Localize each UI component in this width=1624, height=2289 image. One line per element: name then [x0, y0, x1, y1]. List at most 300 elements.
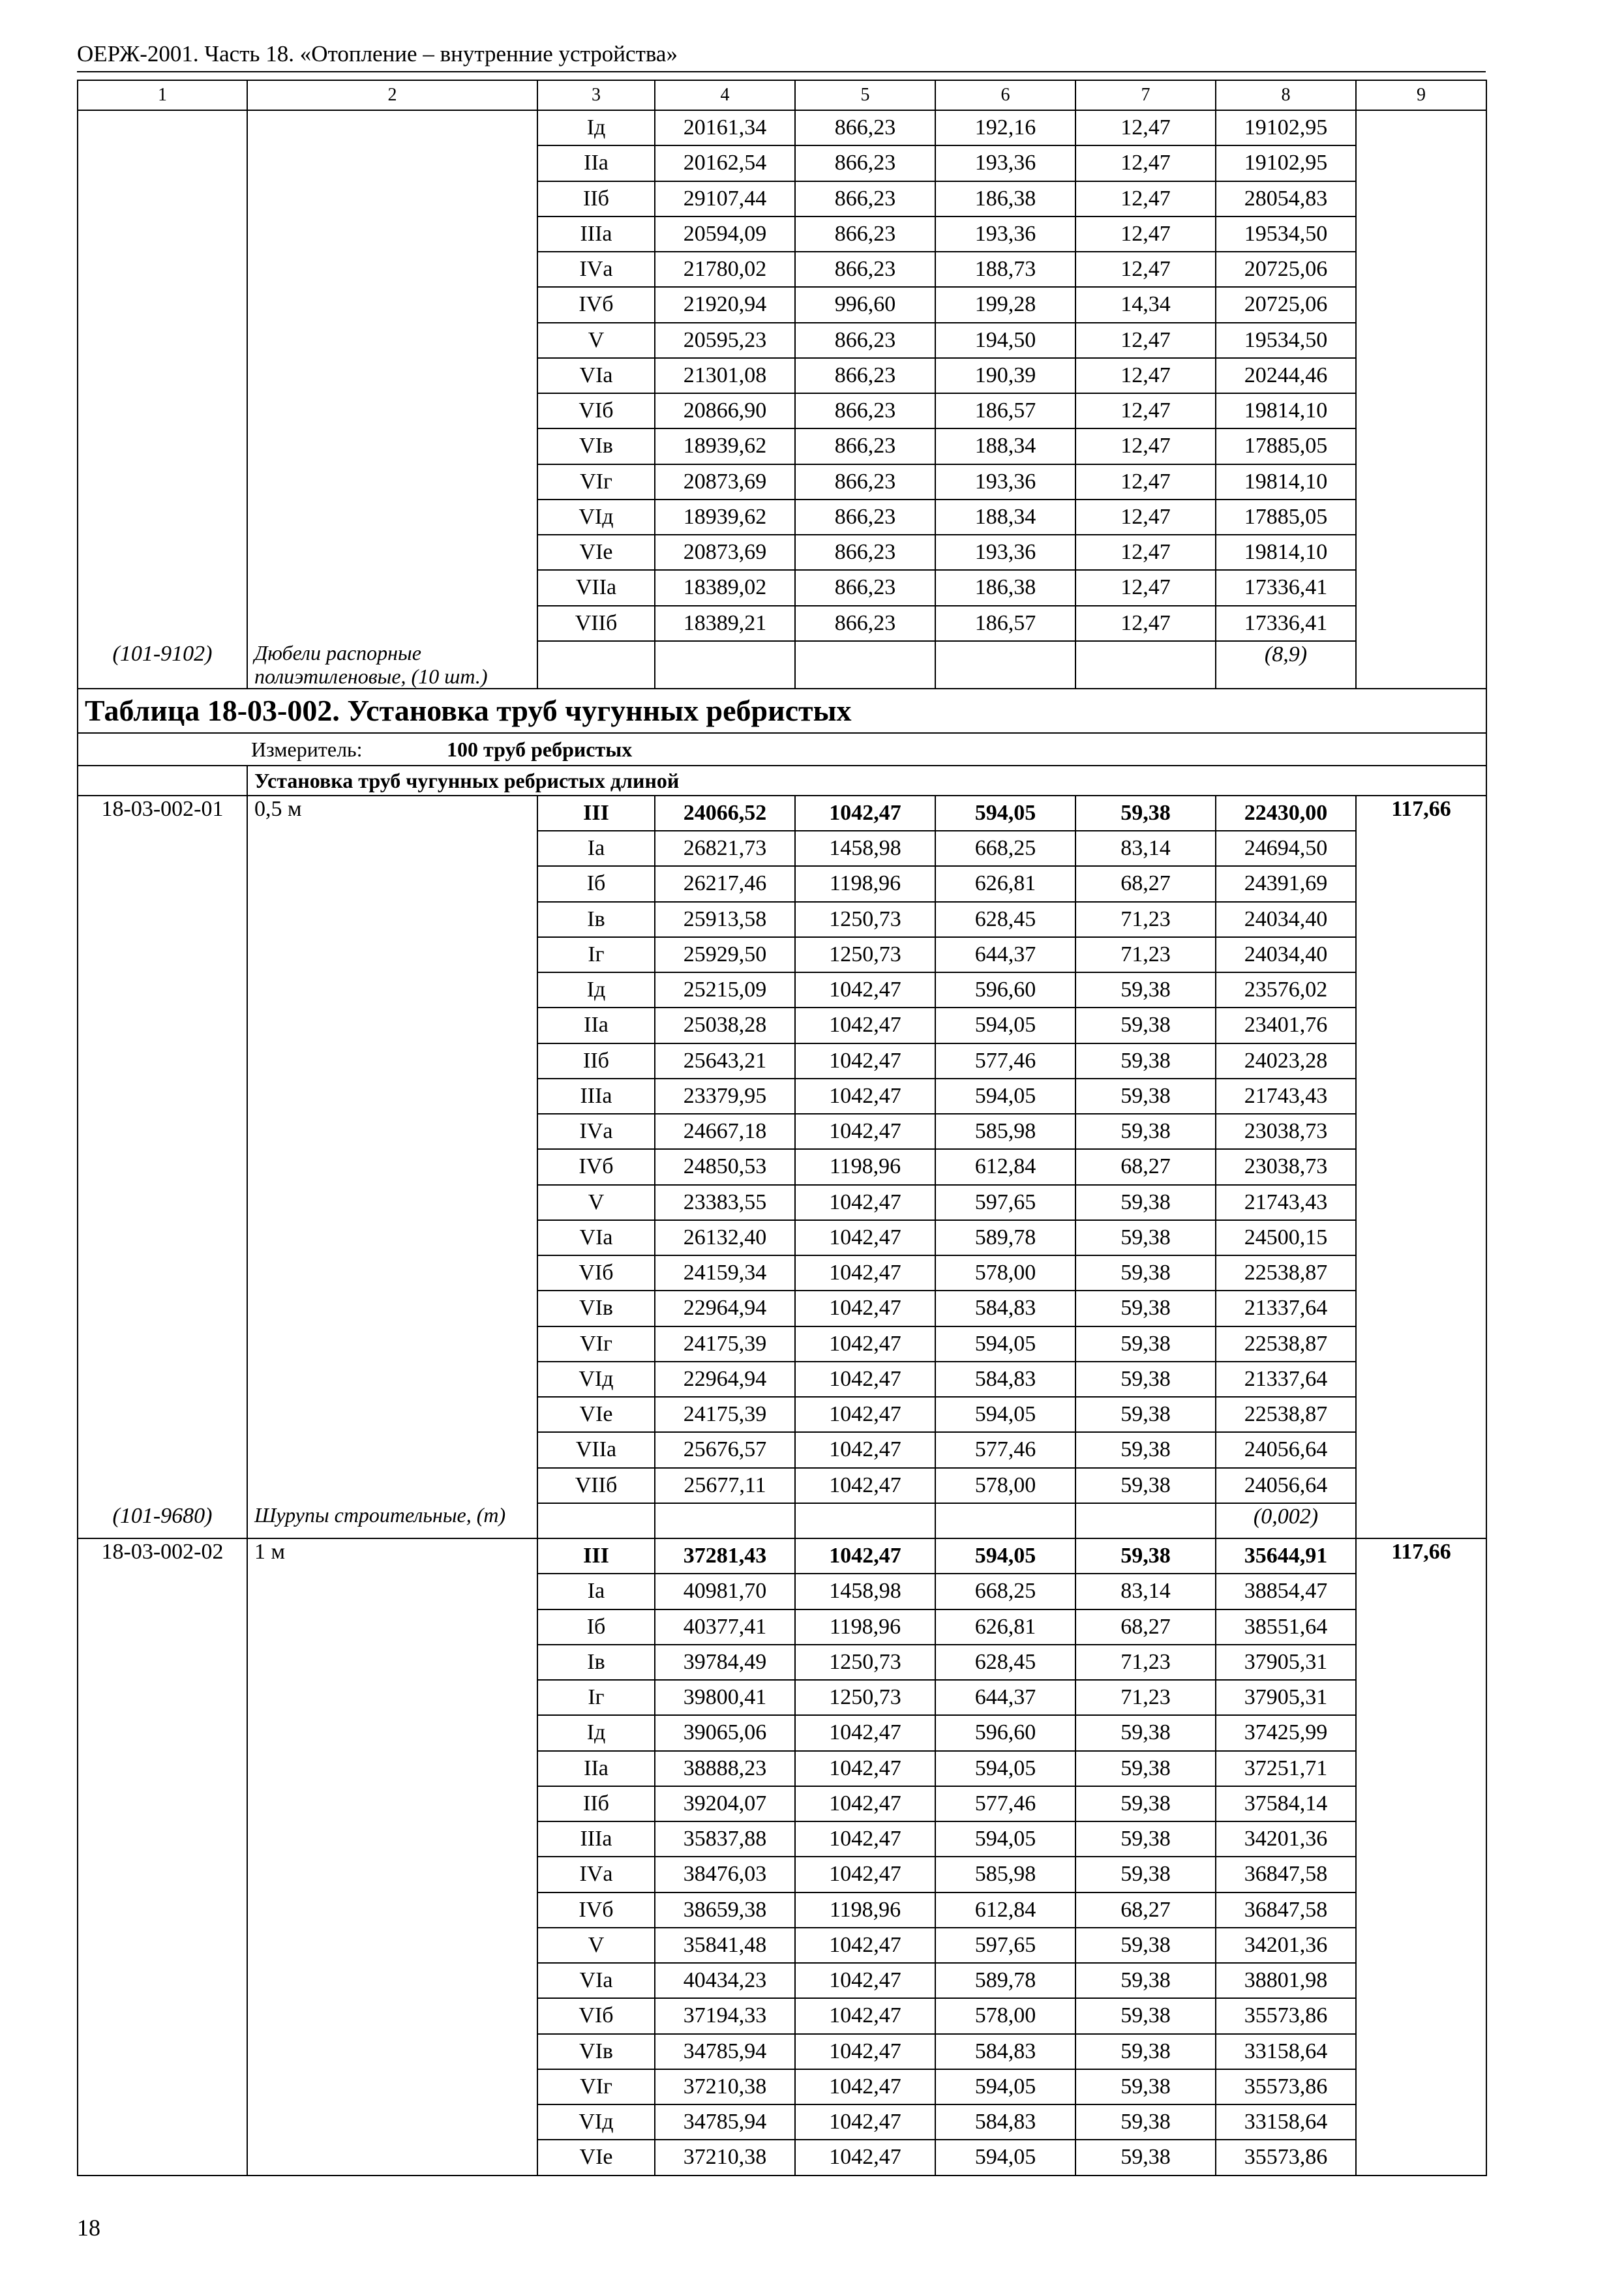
value-cell: 194,50: [935, 323, 1075, 358]
value-cell: 12,47: [1075, 252, 1216, 287]
value-cell: 594,05: [935, 1751, 1075, 1786]
value-cell: VIа: [537, 1220, 655, 1255]
value-cell: 19814,10: [1216, 393, 1356, 428]
value-cell: 594,05: [935, 1538, 1075, 1574]
col9-cell-empty: [1356, 110, 1486, 689]
value-cell: 18389,21: [655, 606, 795, 641]
value-cell: 19814,10: [1216, 535, 1356, 570]
value-cell: Iг: [537, 937, 655, 972]
value-cell: 28054,83: [1216, 181, 1356, 217]
value-cell: 594,05: [935, 1079, 1075, 1114]
value-cell: 193,36: [935, 464, 1075, 500]
value-cell: Iв: [537, 1645, 655, 1680]
value-cell: 59,38: [1075, 796, 1216, 831]
value-cell: 59,38: [1075, 1821, 1216, 1857]
value-cell: 1042,47: [795, 1326, 935, 1362]
value-cell: 1042,47: [795, 972, 935, 1008]
value-cell: 40434,23: [655, 1963, 795, 1998]
value-cell: 12,47: [1075, 428, 1216, 464]
value-cell: 19534,50: [1216, 217, 1356, 252]
table-row: [78, 110, 1486, 145]
value-cell: 584,83: [935, 1291, 1075, 1326]
value-cell: III: [537, 796, 655, 831]
value-cell: 1042,47: [795, 1291, 935, 1326]
value-cell: 866,23: [795, 393, 935, 428]
column-number: 9: [1356, 80, 1486, 110]
value-cell: 186,38: [935, 570, 1075, 605]
material-name-text: Дюбели распорные полиэтиленовые, (10 шт.): [254, 640, 488, 688]
value-cell: 1250,73: [795, 1645, 935, 1680]
value-cell: IVб: [537, 1149, 655, 1184]
value-cell: 21780,02: [655, 252, 795, 287]
value-cell: 12,47: [1075, 145, 1216, 181]
value-cell: 12,47: [1075, 110, 1216, 145]
table-subtitle: Установка труб чугунных ребристых длиной: [247, 766, 1486, 796]
value-cell: 12,47: [1075, 500, 1216, 535]
value-cell: 59,38: [1075, 1079, 1216, 1114]
value-cell: VIд: [537, 1362, 655, 1397]
empty-cell: [537, 641, 655, 689]
value-cell: 24023,28: [1216, 1043, 1356, 1079]
value-cell: 668,25: [935, 831, 1075, 866]
empty-cell: [935, 641, 1075, 689]
value-cell: 866,23: [795, 535, 935, 570]
value-cell: VIд: [537, 500, 655, 535]
material-name: [247, 641, 537, 689]
value-cell: 26217,46: [655, 866, 795, 901]
value-cell: 20162,54: [655, 145, 795, 181]
value-cell: 190,39: [935, 358, 1075, 393]
value-cell: 23379,95: [655, 1079, 795, 1114]
value-cell: 19102,95: [1216, 145, 1356, 181]
value-cell: 71,23: [1075, 902, 1216, 937]
value-cell: VIе: [537, 535, 655, 570]
value-cell: 866,23: [795, 500, 935, 535]
value-cell: 59,38: [1075, 2069, 1216, 2104]
value-cell: 24175,39: [655, 1397, 795, 1432]
value-cell: 866,23: [795, 252, 935, 287]
value-cell: 22964,94: [655, 1291, 795, 1326]
value-cell: IVб: [537, 287, 655, 322]
value-cell: 34201,36: [1216, 1928, 1356, 1963]
value-cell: IVа: [537, 1114, 655, 1149]
value-cell: 38888,23: [655, 1751, 795, 1786]
value-cell: 1042,47: [795, 1468, 935, 1503]
empty-cell: [935, 1503, 1075, 1538]
value-cell: 59,38: [1075, 1043, 1216, 1079]
value-cell: 68,27: [1075, 1149, 1216, 1184]
value-cell: 22964,94: [655, 1362, 795, 1397]
value-cell: 25643,21: [655, 1043, 795, 1079]
value-cell: 39800,41: [655, 1680, 795, 1715]
material-name-text: Шурупы строительные, (т): [254, 1503, 506, 1527]
page-number: 18: [77, 2215, 100, 2241]
value-cell: 19534,50: [1216, 323, 1356, 358]
value-cell: 597,65: [935, 1185, 1075, 1220]
value-cell: 20725,06: [1216, 287, 1356, 322]
value-cell: 1042,47: [795, 1715, 935, 1750]
column-number: 6: [935, 80, 1075, 110]
value-cell: 866,23: [795, 570, 935, 605]
value-cell: 26821,73: [655, 831, 795, 866]
value-cell: 584,83: [935, 2034, 1075, 2069]
value-cell: 38854,47: [1216, 1574, 1356, 1609]
value-cell: IVа: [537, 1857, 655, 1892]
value-cell: 1042,47: [795, 1397, 935, 1432]
value-cell: 24391,69: [1216, 866, 1356, 901]
value-cell: 577,46: [935, 1786, 1075, 1821]
value-cell: 71,23: [1075, 1645, 1216, 1680]
column-number-row: [78, 80, 1486, 110]
value-cell: 12,47: [1075, 358, 1216, 393]
value-cell: 188,73: [935, 252, 1075, 287]
value-cell: 20873,69: [655, 464, 795, 500]
value-cell: IIа: [537, 145, 655, 181]
value-cell: 866,23: [795, 181, 935, 217]
value-cell: 188,34: [935, 500, 1075, 535]
value-cell: Iд: [537, 972, 655, 1008]
value-cell: 59,38: [1075, 1008, 1216, 1043]
column-number: 1: [78, 80, 247, 110]
item-desc: 1 м: [247, 1538, 537, 2176]
value-cell: VIIа: [537, 570, 655, 605]
price-table: [77, 80, 1487, 2176]
value-cell: 59,38: [1075, 1928, 1216, 1963]
value-cell: VIб: [537, 1255, 655, 1291]
value-cell: 585,98: [935, 1114, 1075, 1149]
value-cell: 1042,47: [795, 1185, 935, 1220]
column-number: 7: [1075, 80, 1216, 110]
value-cell: VIIа: [537, 1432, 655, 1467]
value-cell: IIб: [537, 1786, 655, 1821]
value-cell: 37584,14: [1216, 1786, 1356, 1821]
value-cell: Iд: [537, 110, 655, 145]
page-header: ОЕРЖ-2001. Часть 18. «Отопление – внутренние устройства»: [77, 41, 678, 67]
value-cell: 188,34: [935, 428, 1075, 464]
value-cell: 866,23: [795, 217, 935, 252]
value-cell: 866,23: [795, 110, 935, 145]
value-cell: 68,27: [1075, 1609, 1216, 1645]
column-number: 8: [1216, 80, 1356, 110]
value-cell: 17885,05: [1216, 500, 1356, 535]
value-cell: 866,23: [795, 464, 935, 500]
value-cell: 59,38: [1075, 972, 1216, 1008]
value-cell: VIв: [537, 428, 655, 464]
table-unit-row: [78, 733, 1486, 766]
value-cell: 59,38: [1075, 2104, 1216, 2140]
value-cell: 626,81: [935, 1609, 1075, 1645]
table-title-row: [78, 689, 1486, 733]
value-cell: 628,45: [935, 1645, 1075, 1680]
value-cell: 26132,40: [655, 1220, 795, 1255]
material-name: [247, 1503, 537, 1538]
value-cell: Iа: [537, 831, 655, 866]
value-cell: 866,23: [795, 145, 935, 181]
value-cell: 1458,98: [795, 1574, 935, 1609]
item-desc: 0,5 м: [247, 796, 537, 1503]
empty-cell: [1075, 1503, 1216, 1538]
value-cell: 628,45: [935, 902, 1075, 937]
value-cell: 17336,41: [1216, 606, 1356, 641]
value-cell: V: [537, 1928, 655, 1963]
value-cell: 1042,47: [795, 1928, 935, 1963]
value-cell: 1042,47: [795, 1432, 935, 1467]
code-cell-empty: [78, 110, 247, 641]
value-cell: 1198,96: [795, 1609, 935, 1645]
unit-label: Измеритель:: [251, 737, 363, 761]
value-cell: 12,47: [1075, 606, 1216, 641]
value-cell: 193,36: [935, 145, 1075, 181]
value-cell: 35837,88: [655, 1821, 795, 1857]
empty-cell: [655, 1503, 795, 1538]
value-cell: 59,38: [1075, 1185, 1216, 1220]
value-cell: 12,47: [1075, 323, 1216, 358]
value-cell: 21301,08: [655, 358, 795, 393]
value-cell: 14,34: [1075, 287, 1216, 322]
value-cell: 24034,40: [1216, 902, 1356, 937]
value-cell: 20594,09: [655, 217, 795, 252]
value-cell: 12,47: [1075, 217, 1216, 252]
value-cell: Iд: [537, 1715, 655, 1750]
value-cell: VIг: [537, 464, 655, 500]
value-cell: 866,23: [795, 428, 935, 464]
value-cell: 594,05: [935, 2069, 1075, 2104]
value-cell: 17885,05: [1216, 428, 1356, 464]
value-cell: 24667,18: [655, 1114, 795, 1149]
value-cell: 594,05: [935, 796, 1075, 831]
value-cell: 39204,07: [655, 1786, 795, 1821]
value-cell: 59,38: [1075, 1751, 1216, 1786]
value-cell: 37281,43: [655, 1538, 795, 1574]
value-cell: Iб: [537, 1609, 655, 1645]
value-cell: 59,38: [1075, 1255, 1216, 1291]
value-cell: 59,38: [1075, 1397, 1216, 1432]
value-cell: 24066,52: [655, 796, 795, 831]
value-cell: V: [537, 1185, 655, 1220]
value-cell: 186,38: [935, 181, 1075, 217]
value-cell: 1198,96: [795, 1893, 935, 1928]
value-cell: 21920,94: [655, 287, 795, 322]
value-cell: 1042,47: [795, 2034, 935, 2069]
value-cell: 24056,64: [1216, 1432, 1356, 1467]
item-col9: 117,66: [1356, 1538, 1486, 2176]
value-cell: 20244,46: [1216, 358, 1356, 393]
value-cell: 594,05: [935, 1821, 1075, 1857]
value-cell: 186,57: [935, 606, 1075, 641]
value-cell: 1042,47: [795, 1220, 935, 1255]
value-cell: 59,38: [1075, 1857, 1216, 1892]
table-row: [78, 1538, 1486, 1574]
material-qty: (0,002): [1216, 1503, 1356, 1538]
value-cell: 29107,44: [655, 181, 795, 217]
value-cell: 589,78: [935, 1963, 1075, 1998]
value-cell: 38801,98: [1216, 1963, 1356, 1998]
value-cell: 37194,33: [655, 1998, 795, 2033]
value-cell: VIа: [537, 358, 655, 393]
value-cell: 25038,28: [655, 1008, 795, 1043]
empty-cell: [1075, 641, 1216, 689]
value-cell: 1250,73: [795, 902, 935, 937]
column-number: 5: [795, 80, 935, 110]
value-cell: 594,05: [935, 1397, 1075, 1432]
value-cell: 626,81: [935, 866, 1075, 901]
table-row: [78, 796, 1486, 831]
value-cell: 996,60: [795, 287, 935, 322]
value-cell: 68,27: [1075, 1893, 1216, 1928]
value-cell: Iг: [537, 1680, 655, 1715]
value-cell: 68,27: [1075, 866, 1216, 901]
value-cell: 38476,03: [655, 1857, 795, 1892]
header-rule: [77, 71, 1486, 72]
value-cell: 22538,87: [1216, 1255, 1356, 1291]
value-cell: IIIа: [537, 1079, 655, 1114]
value-cell: VIб: [537, 393, 655, 428]
value-cell: 1198,96: [795, 866, 935, 901]
value-cell: V: [537, 323, 655, 358]
value-cell: 12,47: [1075, 181, 1216, 217]
value-cell: 59,38: [1075, 1362, 1216, 1397]
value-cell: 18939,62: [655, 428, 795, 464]
table-title: Таблица 18-03-002. Установка труб чугунных ребристых: [78, 689, 1486, 733]
value-cell: 36847,58: [1216, 1893, 1356, 1928]
value-cell: 12,47: [1075, 464, 1216, 500]
value-cell: 594,05: [935, 1008, 1075, 1043]
unit-value: 100 труб ребристых: [447, 737, 633, 761]
value-cell: 83,14: [1075, 831, 1216, 866]
table-subtitle-row: [78, 766, 1486, 796]
value-cell: 38659,38: [655, 1893, 795, 1928]
value-cell: 17336,41: [1216, 570, 1356, 605]
value-cell: 1042,47: [795, 1008, 935, 1043]
value-cell: 59,38: [1075, 1326, 1216, 1362]
value-cell: 12,47: [1075, 535, 1216, 570]
value-cell: 59,38: [1075, 1468, 1216, 1503]
value-cell: 23401,76: [1216, 1008, 1356, 1043]
value-cell: 866,23: [795, 358, 935, 393]
value-cell: 1458,98: [795, 831, 935, 866]
value-cell: 25215,09: [655, 972, 795, 1008]
value-cell: 59,38: [1075, 1432, 1216, 1467]
value-cell: 584,83: [935, 2104, 1075, 2140]
value-cell: 668,25: [935, 1574, 1075, 1609]
value-cell: 577,46: [935, 1043, 1075, 1079]
value-cell: 1250,73: [795, 1680, 935, 1715]
value-cell: 71,23: [1075, 937, 1216, 972]
value-cell: 59,38: [1075, 1220, 1216, 1255]
value-cell: 578,00: [935, 1255, 1075, 1291]
value-cell: VIб: [537, 1998, 655, 2033]
value-cell: 596,60: [935, 972, 1075, 1008]
value-cell: 20873,69: [655, 535, 795, 570]
empty-cell: [537, 1503, 655, 1538]
material-code: (101-9680): [78, 1503, 247, 1538]
value-cell: VIг: [537, 2069, 655, 2104]
value-cell: 25929,50: [655, 937, 795, 972]
value-cell: VIд: [537, 2104, 655, 2140]
value-cell: IVб: [537, 1893, 655, 1928]
value-cell: 37251,71: [1216, 1751, 1356, 1786]
value-cell: VIIб: [537, 1468, 655, 1503]
value-cell: Iв: [537, 902, 655, 937]
value-cell: 612,84: [935, 1149, 1075, 1184]
value-cell: 34785,94: [655, 2034, 795, 2069]
material-qty: (8,9): [1216, 641, 1356, 689]
value-cell: IIа: [537, 1751, 655, 1786]
value-cell: 1042,47: [795, 1821, 935, 1857]
value-cell: 1042,47: [795, 1079, 935, 1114]
value-cell: 83,14: [1075, 1574, 1216, 1609]
material-row: [78, 1503, 1486, 1538]
value-cell: 193,36: [935, 217, 1075, 252]
value-cell: VIв: [537, 1291, 655, 1326]
value-cell: 1042,47: [795, 1857, 935, 1892]
value-cell: 59,38: [1075, 1786, 1216, 1821]
value-cell: 34201,36: [1216, 1821, 1356, 1857]
value-cell: 23038,73: [1216, 1114, 1356, 1149]
value-cell: 39065,06: [655, 1715, 795, 1750]
value-cell: IIIа: [537, 1821, 655, 1857]
value-cell: 1250,73: [795, 937, 935, 972]
value-cell: 36847,58: [1216, 1857, 1356, 1892]
value-cell: 59,38: [1075, 2034, 1216, 2069]
value-cell: 33158,64: [1216, 2034, 1356, 2069]
value-cell: 40981,70: [655, 1574, 795, 1609]
value-cell: 24034,40: [1216, 937, 1356, 972]
value-cell: VIг: [537, 1326, 655, 1362]
value-cell: 12,47: [1075, 393, 1216, 428]
value-cell: 192,16: [935, 110, 1075, 145]
value-cell: 24850,53: [655, 1149, 795, 1184]
value-cell: 21743,43: [1216, 1079, 1356, 1114]
value-cell: 584,83: [935, 1362, 1075, 1397]
material-code: (101-9102): [78, 641, 247, 689]
value-cell: 577,46: [935, 1432, 1075, 1467]
value-cell: 22430,00: [1216, 796, 1356, 831]
value-cell: 1042,47: [795, 2140, 935, 2175]
empty-cell: [795, 1503, 935, 1538]
value-cell: 1042,47: [795, 1043, 935, 1079]
value-cell: 19814,10: [1216, 464, 1356, 500]
empty-cell: [795, 641, 935, 689]
value-cell: 585,98: [935, 1857, 1075, 1892]
item-col9: 117,66: [1356, 796, 1486, 1538]
value-cell: IIа: [537, 1008, 655, 1043]
value-cell: 22538,87: [1216, 1397, 1356, 1432]
value-cell: 35573,86: [1216, 2140, 1356, 2175]
value-cell: 21337,64: [1216, 1362, 1356, 1397]
empty-cell: [655, 641, 795, 689]
value-cell: 1042,47: [795, 1362, 935, 1397]
value-cell: 24159,34: [655, 1255, 795, 1291]
material-row: [78, 641, 1486, 689]
desc-cell-empty: [247, 110, 537, 641]
value-cell: 25676,57: [655, 1432, 795, 1467]
value-cell: 40377,41: [655, 1609, 795, 1645]
value-cell: 186,57: [935, 393, 1075, 428]
value-cell: 23038,73: [1216, 1149, 1356, 1184]
value-cell: VIа: [537, 1963, 655, 1998]
value-cell: 578,00: [935, 1998, 1075, 2033]
value-cell: 1042,47: [795, 1786, 935, 1821]
value-cell: 20866,90: [655, 393, 795, 428]
value-cell: IIIа: [537, 217, 655, 252]
value-cell: 37425,99: [1216, 1715, 1356, 1750]
value-cell: 59,38: [1075, 1715, 1216, 1750]
value-cell: 193,36: [935, 535, 1075, 570]
value-cell: 578,00: [935, 1468, 1075, 1503]
value-cell: 25913,58: [655, 902, 795, 937]
value-cell: 594,05: [935, 1326, 1075, 1362]
